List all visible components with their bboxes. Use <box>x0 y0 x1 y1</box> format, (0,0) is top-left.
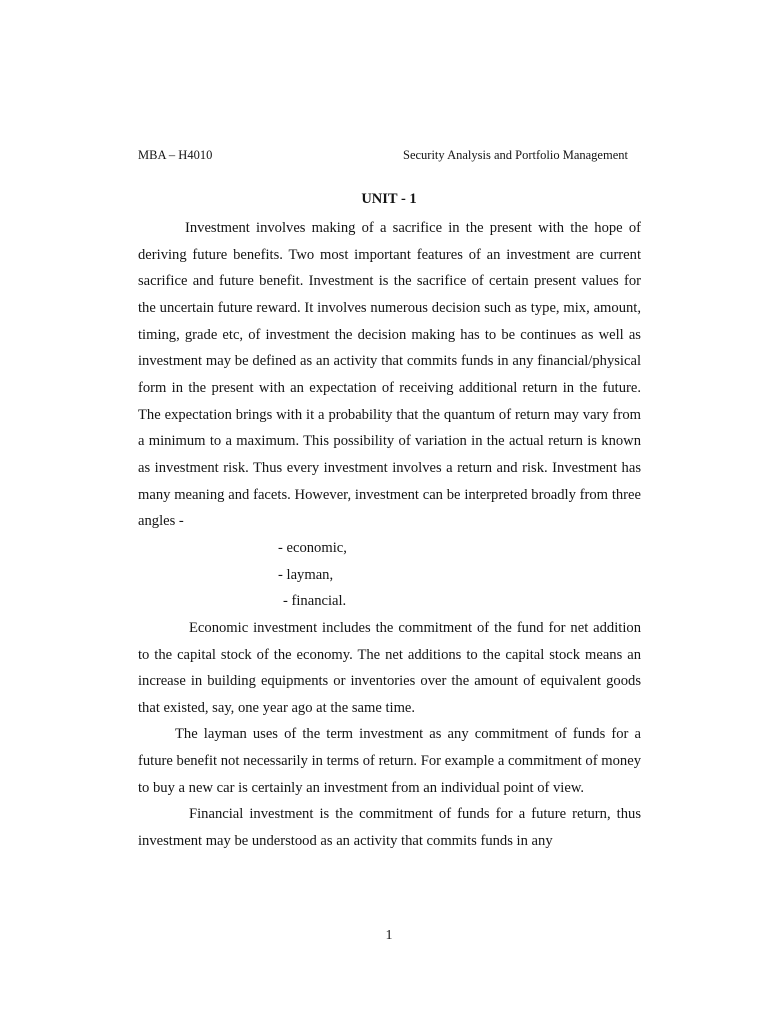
body-text <box>138 215 641 855</box>
financial-investment-paragraph: Financial investment is the commitment of funds for a future return, thus investment may be understood as an activity that commits funds in any <box>138 806 641 850</box>
unit-title: UNIT - 1 <box>361 191 417 207</box>
list-item-financial: - financial. <box>283 593 347 610</box>
angles-list <box>138 535 641 615</box>
economic-investment-paragraph: Economic investment includes the commitment of the fund for net addition to the capital stock of the economy. The net additions to the capital stock means an increase in building equipments or inventories over the amount of equivalent goods that existed, say, one year ago at the same time. <box>138 619 641 716</box>
header-course-code: MBA – H4010 <box>138 148 213 162</box>
list-item-layman: - layman, <box>278 566 334 583</box>
header-course-title: Security Analysis and Portfolio Management <box>403 148 628 162</box>
page-number: 1 <box>385 928 393 943</box>
intro-paragraph: Investment involves making of a sacrifice in the present with the hope of deriving future benefits. Two most important features of an investment are current sacrifice and future benefit. Investment is the sacrifice of certain present values for the uncertain future reward. It involves numerous decision such as type, mix, amount, timing, grade etc, of investment the decision making has to be continues as well as investment may be defined as an activity that commits funds in any financial/physical form in the present with an expectation of receiving additional return in the future. The expectation brings with it a probability that the quantum of return may vary from a minimum to a maximum. This possibility of variation in the actual return is known as investment risk. Thus every investment involves a return and risk. Investment has many meaning and facets. However, investment can be interpreted broadly from three angles - <box>138 220 641 530</box>
layman-investment-paragraph: The layman uses of the term investment as any commitment of funds for a future benefit not necessarily in terms of return. For example a commitment of money to buy a new car is certainly an investment from an individual point of view. <box>138 726 641 796</box>
list-item-economic: - economic, <box>278 539 347 556</box>
